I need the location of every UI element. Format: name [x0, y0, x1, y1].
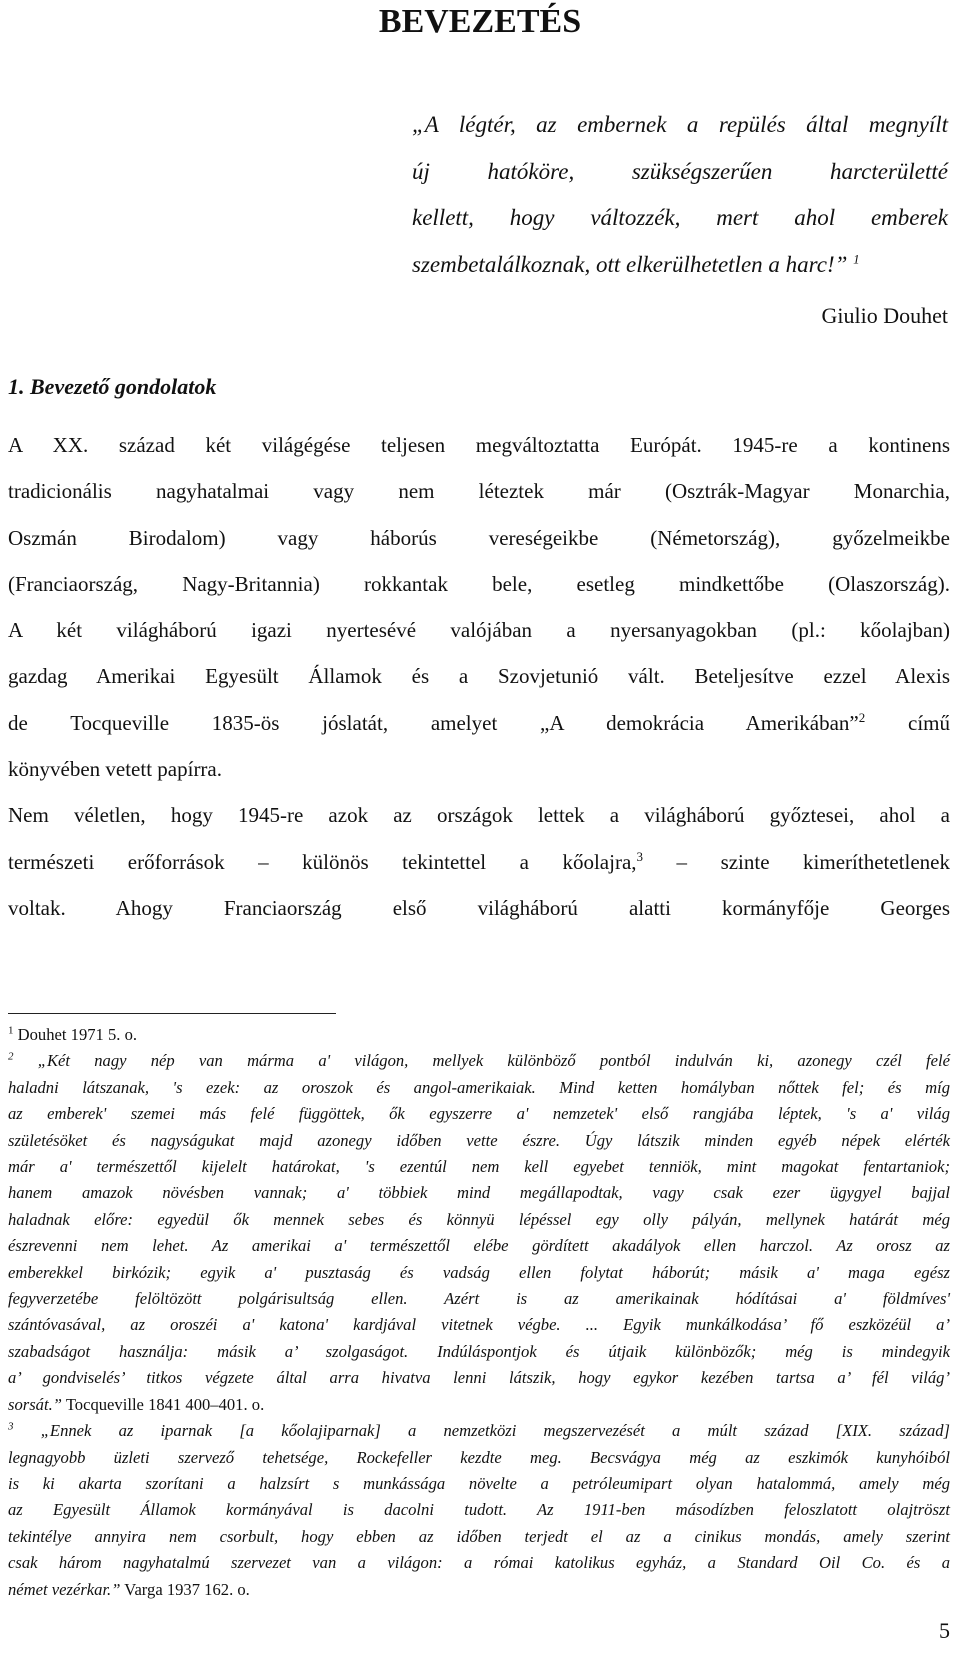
footnote-2-line: a’ gondviselés’ titkos végzete által arra hivatva lenni látszik, hogy egykor kezében tartsa a’ fél világ’: [8, 1368, 950, 1388]
motto-line: kellett, hogy változzék, mert ahol emberek: [412, 205, 948, 230]
page-number: 5: [939, 1618, 950, 1643]
chapter-title: BEVEZETÉS: [378, 3, 582, 40]
footnote-text: Douhet 1971 5. o.: [17, 1025, 138, 1044]
footnote-3-line: tekintélye annyira nem csorbult, hogy ebben az időben terjedt el az a cinikus mondás, amely szerint: [8, 1526, 950, 1546]
footnote-2-line: már a' természettől kijelelt határokat, 's ezentúl nem kell egyebet tenniök, mint magokat fentartaniok;: [8, 1157, 950, 1177]
footnote-2-line: [8, 1392, 950, 1418]
footnote-2-line: szabadságot használja: másik a’ szolgaságot. Indúláspontjok és útjaik különbözők; még is mindegyik: [8, 1341, 950, 1361]
footnote-2-line: hanem amazok növésben vannak; a' többiek mind megállapodtak, vagy csak ezer ügygyel bajjal: [8, 1183, 950, 1203]
motto-line: új hatóköre, szükségszerűen harcterületté: [412, 158, 948, 184]
motto-line: „A légtér, az embernek a repülés által megnyílt: [412, 112, 948, 137]
body-text: de Tocqueville 1835-ös jóslatát, amelyet „A demokrácia Amerikában”: [8, 710, 859, 735]
body-line: [8, 700, 950, 746]
footnote-3-line: [8, 1577, 950, 1603]
footnote-number: 2: [8, 1050, 14, 1063]
body-line: [8, 839, 950, 885]
section-heading: 1. Bevezető gondolatok: [8, 374, 217, 399]
body-line: gazdag Amerikai Egyesült Államok és a Szovjetunió vált. Beteljesítve ezzel Alexis: [8, 664, 950, 689]
footnote-3-line: [8, 1418, 950, 1444]
footnote-separator: [8, 1013, 336, 1014]
body-line: A két világháború igazi nyertesévé valójában a nyersanyagokban (pl.: kőolajban): [8, 618, 950, 643]
footnote-2-line: [8, 1048, 950, 1074]
body-line: A XX. század két világégése teljesen megváltoztatta Európát. 1945-re a kontinens: [8, 433, 950, 457]
footnote-source: Varga 1937 162. o.: [124, 1579, 250, 1599]
footnote-ref-2: 2: [858, 709, 866, 725]
footnotes: [8, 1022, 950, 1603]
footnote-2-line: szántóvasával, az oroszéi a' katona' kardjával vitetnek végbe. ... Egyik munkálkodása’ fő eszközéül a’: [8, 1315, 950, 1335]
body-line: könyvében vetett papírra.: [8, 757, 222, 782]
footnote-text: német vezérkar.”: [8, 1579, 121, 1599]
motto-author: Giulio Douhet: [821, 303, 948, 328]
body-paragraphs: [8, 422, 950, 931]
footnote-text: „Ennek az iparnak [a kőolajiparnak] a nemzetközi megszervezését a múlt század [XIX. század]: [40, 1421, 950, 1441]
footnote-text: sorsát.”: [8, 1394, 62, 1414]
motto-quote: [412, 102, 948, 288]
footnote-2-line: haladni látszanak, 's ezek: az oroszok és angol-amerikaiak. Mind ketten homályban nőttek fel; és míg: [8, 1077, 950, 1097]
footnote-3-line: is ki akarta szorítani a halzsírt s munkássága növelte a petróleumipart olyan hatalommá, amely még: [8, 1473, 950, 1493]
body-line: voltak. Ahogy Franciaország első világháború alatti kormányfője Georges: [8, 895, 950, 920]
footnote-2-line: az emberek' szemei más felé függöttek, ők egyszerre a' nemzetek' első rangjába léptek, 's a' világ: [8, 1104, 950, 1124]
footnote-number: 1: [8, 1024, 14, 1037]
footnote-text: „Két nagy nép van márma a' világon, mellyek különböző pontból indulván ki, azonegy czél felé: [37, 1051, 950, 1071]
body-text: – szinte kimeríthetetlenek: [676, 849, 950, 874]
body-line: Oszmán Birodalom) vagy háborús vereségeikbe (Németország), győzelmeikbe: [8, 525, 950, 550]
footnote-3-line: az Egyesült Államok kormányával is dacolni tudott. Az 1911-ben másodízben feloszlatott olajtröszt: [8, 1500, 950, 1520]
footnote-2-line: észrevenni nem lehet. Az amerikai a' természettől elébe gördített akadályok ellen harczol. Az orosz az: [8, 1236, 950, 1256]
body-text: című: [908, 710, 950, 735]
footnote-2-line: emberekkel birkózik; egyik a' pusztaság és vadság ellen folytat háborút; másik a' maga egész: [8, 1262, 950, 1282]
footnote-ref-3: 3: [636, 848, 644, 864]
footnote-2-line: haladnak előre: egyedül ők mennek sebes és könnyü lépéssel egy olly pályán, mellynek határát még: [8, 1209, 950, 1229]
footnote-number: 3: [8, 1420, 14, 1433]
footnote-ref-1: 1: [853, 250, 860, 266]
footnote-2-line: születésöket és nagyságukat majd azonegy időben vette észre. Úgy látszik minden egyéb népek elérték: [8, 1130, 950, 1150]
motto-line-text: szembetalálkoznak, ott elkerülhetetlen a harc!”: [412, 251, 848, 277]
footnote-source: Tocqueville 1841 400–401. o.: [65, 1394, 265, 1414]
body-line: (Franciaország, Nagy-Britannia) rokkantak bele, esetleg mindkettőbe (Olaszország).: [8, 571, 950, 596]
body-line: tradicionális nagyhatalmai vagy nem léteztek már (Osztrák-Magyar Monarchia,: [8, 479, 950, 504]
body-line: Nem véletlen, hogy 1945-re azok az országok lettek a világháború győztesei, ahol a: [8, 803, 950, 828]
footnote-2-line: fegyverzetébe felöltözött polgárisultság ellen. Azért is az amerikainak hódításai a' földmíves': [8, 1289, 950, 1309]
footnote-1: [8, 1022, 950, 1048]
footnote-3-line: legnagyobb üzleti szervező tehetsége, Rockefeller kezdte meg. Becsvágya még az eszkimók kunyhóiból: [8, 1447, 950, 1467]
footnote-3-line: csak három nagyhatalmú szervezet van a világon: a római katolikus egyház, a Standard Oil Co. és a: [8, 1553, 950, 1573]
body-text: természeti erőforrások – különös tekintettel a kőolajra,: [8, 849, 637, 874]
motto-line: [412, 242, 948, 289]
